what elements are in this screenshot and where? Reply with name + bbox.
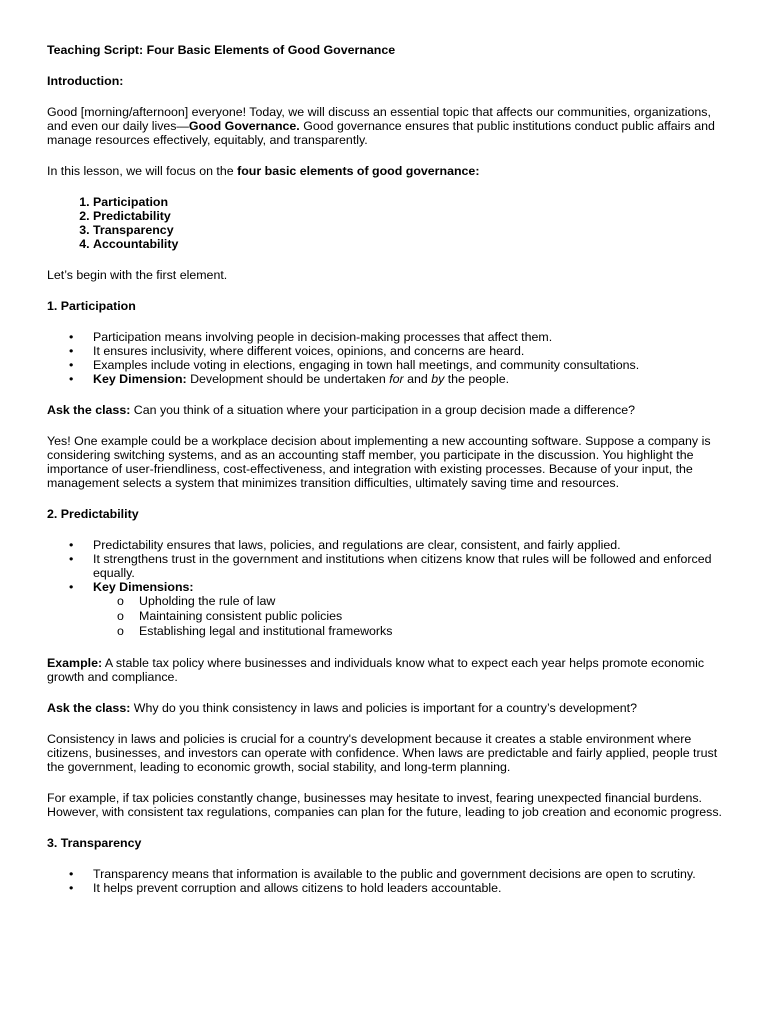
list-item: 4. Accountability: [93, 237, 727, 251]
list-item: [93, 372, 727, 386]
intro-paragraph: [47, 105, 727, 147]
list-item: • It ensures inclusivity, where different voices, opinions, and concerns are heard.: [93, 344, 727, 358]
predictability-example: [47, 656, 727, 684]
key-dimensions-sublist: [93, 594, 727, 639]
predictability-answer-2: For example, if tax policies constantly change, businesses may hesitate to invest, fearing unexpected financial burdens. However, with consistent tax regulations, companies can plan for the future, leading to job creation and economic progress.: [47, 791, 722, 819]
sub-list-item: o Maintaining consistent public policies: [139, 609, 727, 624]
list-item: 2. Predictability: [93, 209, 727, 223]
example-label: Example:: [47, 656, 103, 670]
ask-text: Why do you think consistency in laws and policies is important for a country’s development?: [130, 701, 638, 715]
begin-line: Let’s begin with the first element.: [47, 268, 228, 282]
transparency-bullets: [47, 867, 727, 895]
list-item: 1. Participation: [93, 195, 727, 209]
ask-label: Ask the class:: [47, 403, 131, 417]
focus-text: In this lesson, we will focus on the: [47, 164, 238, 178]
example-text: A stable tax policy where businesses and individuals know what to expect each year helps promote economic growth and compliance.: [47, 656, 705, 684]
lesson-focus-paragraph: [47, 164, 727, 178]
list-item: • It helps prevent corruption and allows citizens to hold leaders accountable.: [93, 881, 727, 895]
document-title: Teaching Script: Four Basic Elements of Good Governance: [47, 43, 396, 57]
list-item: [93, 580, 727, 639]
sub-list-item: o Establishing legal and institutional frameworks: [139, 624, 727, 639]
predictability-bullets: [47, 538, 727, 639]
list-item: 3. Transparency: [93, 223, 727, 237]
key-text: Development should be undertaken: [186, 372, 390, 386]
list-item: • Participation means involving people in decision-making processes that affect them.: [93, 330, 727, 344]
list-item: • Transparency means that information is available to the public and government decisions are open to scrutiny.: [93, 867, 727, 881]
sub-list-item: o Upholding the rule of law: [139, 594, 727, 609]
participation-answer: Yes! One example could be a workplace decision about implementing a new accounting software. Suppose a company is considering switching systems, and as an accounting staff member, you participate in the discussion. You highlight the importance of user-friendliness, cost-effectiveness, and integration with existing processes. Because of your input, the management selects a system that minimizes transition difficulties, ultimately saving time and resources.: [47, 434, 711, 490]
key-end: the people.: [444, 372, 510, 386]
ask-text: Can you think of a situation where your participation in a group decision made a difference?: [130, 403, 635, 417]
participation-bullets: [47, 330, 727, 386]
key-dimensions-label: Key Dimensions:: [93, 580, 194, 594]
key-for: for: [389, 372, 404, 386]
predictability-heading: 2. Predictability: [47, 507, 139, 521]
focus-bold-text: four basic elements of good governance:: [237, 164, 480, 178]
introduction-heading: Introduction:: [47, 74, 124, 88]
ask-label: Ask the class:: [47, 701, 131, 715]
participation-question: [47, 403, 727, 417]
key-and: and: [403, 372, 432, 386]
predictability-answer-1: Consistency in laws and policies is crucial for a country's development because it creates a stable environment where citizens, businesses, and investors can operate with confidence. When laws are predictable and fairly applied, people trust the government, leading to economic growth, social stability, and long-term planning.: [47, 732, 718, 774]
list-item: • It strengthens trust in the government and institutions when citizens know that rules will be followed and enforced equally.: [93, 552, 727, 580]
intro-text: Good [morning/afternoon] everyone! Today, we will discuss an essential topic that affects our communities, organizations, and even our daily lives—: [47, 105, 711, 133]
list-item: • Examples include voting in elections, engaging in town hall meetings, and community consultations.: [93, 358, 727, 372]
intro-text-end: Good governance ensures that public institutions conduct public affairs and manage resources effectively, equitably, and transparently.: [47, 119, 715, 147]
elements-list: [47, 195, 727, 251]
intro-bold-term: Good Governance.: [188, 119, 300, 133]
key-dimension-label: Key Dimension:: [93, 372, 187, 386]
key-by: by: [431, 372, 445, 386]
predictability-question: [47, 701, 727, 715]
participation-heading: 1. Participation: [47, 299, 136, 313]
list-item: • Predictability ensures that laws, policies, and regulations are clear, consistent, and fairly applied.: [93, 538, 727, 552]
transparency-heading: 3. Transparency: [47, 836, 142, 850]
document-page: [47, 43, 727, 912]
